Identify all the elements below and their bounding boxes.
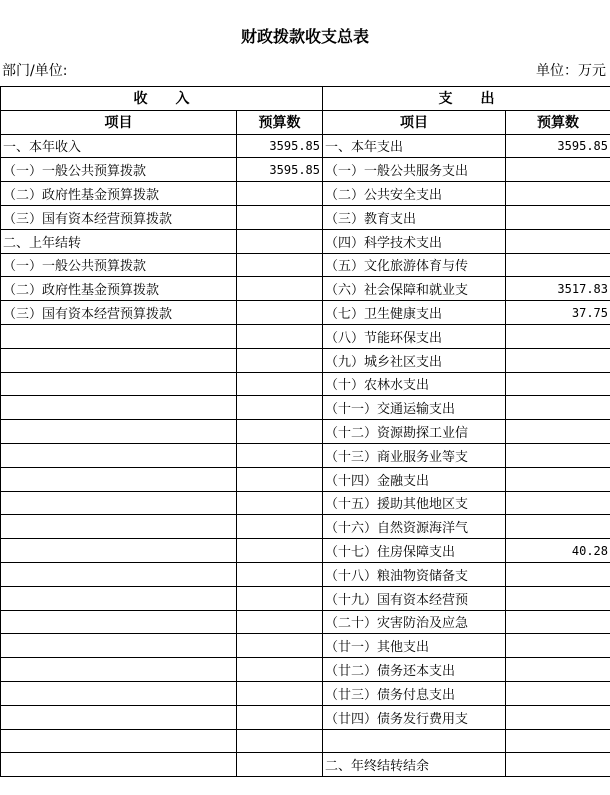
income-item-cell <box>1 396 237 420</box>
expense-item-cell <box>323 729 506 753</box>
income-budget-cell <box>237 562 323 586</box>
income-budget-cell <box>237 443 323 467</box>
income-budget-cell: 3595.85 <box>237 134 323 158</box>
table-header-columns <box>1 110 610 134</box>
expense-budget-cell <box>506 491 610 515</box>
income-item-cell <box>1 729 237 753</box>
income-item-cell <box>1 634 237 658</box>
table-row <box>1 443 610 467</box>
income-budget-cell <box>237 348 323 372</box>
table-row <box>1 515 610 539</box>
income-item-cell: 一、本年收入 <box>1 134 237 158</box>
income-item-cell <box>1 753 237 777</box>
expense-budget-cell: 3595.85 <box>506 134 610 158</box>
table-row <box>1 182 610 206</box>
income-item-cell: （三）国有资本经营预算拨款 <box>1 301 237 325</box>
table-row <box>1 324 610 348</box>
expense-item-header: 项目 <box>323 110 506 134</box>
table-row <box>1 491 610 515</box>
expense-budget-cell <box>506 610 610 634</box>
table-row <box>1 729 610 753</box>
income-item-cell <box>1 539 237 563</box>
income-item-cell <box>1 681 237 705</box>
expense-item-cell: （七）卫生健康支出 <box>323 301 506 325</box>
income-item-cell: （一）一般公共预算拨款 <box>1 253 237 277</box>
income-budget-cell <box>237 182 323 206</box>
expense-budget-cell: 3517.83 <box>506 277 610 301</box>
unit-label: 单位：万元 <box>536 63 606 79</box>
expense-item-cell: （九）城乡社区支出 <box>323 348 506 372</box>
expense-item-cell: （十七）住房保障支出 <box>323 539 506 563</box>
expense-header: 支 出 <box>323 87 610 111</box>
income-item-header: 项目 <box>1 110 237 134</box>
expense-budget-cell <box>506 562 610 586</box>
income-budget-cell <box>237 515 323 539</box>
income-item-cell <box>1 610 237 634</box>
table-row <box>1 420 610 444</box>
expense-item-cell: （三）教育支出 <box>323 205 506 229</box>
expense-item-cell: （十）农林水支出 <box>323 372 506 396</box>
page-title: 财政拨款收支总表 <box>240 27 369 46</box>
expense-item-cell: （五）文化旅游体育与传 <box>323 253 506 277</box>
table-row <box>1 562 610 586</box>
income-item-cell <box>1 348 237 372</box>
income-budget-cell <box>237 420 323 444</box>
expense-item-cell: （十九）国有资本经营预 <box>323 586 506 610</box>
income-budget-cell <box>237 229 323 253</box>
expense-budget-header: 预算数 <box>506 110 610 134</box>
table-row <box>1 348 610 372</box>
expense-budget-cell <box>506 396 610 420</box>
expense-item-cell: （十一）交通运输支出 <box>323 396 506 420</box>
income-budget-cell: 3595.85 <box>237 158 323 182</box>
income-budget-cell <box>237 205 323 229</box>
table-row <box>1 467 610 491</box>
expense-budget-cell <box>506 515 610 539</box>
table-row <box>1 610 610 634</box>
expense-item-cell: （廿三）债务付息支出 <box>323 681 506 705</box>
table-row <box>1 658 610 682</box>
expense-item-cell: （八）节能环保支出 <box>323 324 506 348</box>
income-budget-header: 预算数 <box>237 110 323 134</box>
income-item-cell: （三）国有资本经营预算拨款 <box>1 205 237 229</box>
table-row <box>1 705 610 729</box>
expense-item-cell: （廿二）债务还本支出 <box>323 658 506 682</box>
table-row <box>1 277 610 301</box>
expense-budget-cell <box>506 467 610 491</box>
expense-budget-cell <box>506 348 610 372</box>
income-budget-cell <box>237 253 323 277</box>
expense-item-cell: 二、年终结转结余 <box>323 753 506 777</box>
income-item-cell: 二、上年结转 <box>1 229 237 253</box>
table-row <box>1 205 610 229</box>
expense-budget-cell <box>506 420 610 444</box>
department-label: 部门/单位: <box>2 63 68 79</box>
expense-item-cell: （四）科学技术支出 <box>323 229 506 253</box>
expense-budget-cell <box>506 182 610 206</box>
expense-budget-cell <box>506 253 610 277</box>
income-item-cell <box>1 562 237 586</box>
income-budget-cell <box>237 634 323 658</box>
expense-budget-cell <box>506 586 610 610</box>
income-budget-cell <box>237 705 323 729</box>
expense-item-cell: （廿一）其他支出 <box>323 634 506 658</box>
table-row <box>1 586 610 610</box>
income-budget-cell <box>237 396 323 420</box>
expense-item-cell: （十八）粮油物资储备支 <box>323 562 506 586</box>
table-row <box>1 253 610 277</box>
income-budget-cell <box>237 729 323 753</box>
income-item-cell <box>1 420 237 444</box>
expense-item-cell: （一）一般公共服务支出 <box>323 158 506 182</box>
income-budget-cell <box>237 467 323 491</box>
income-item-cell <box>1 491 237 515</box>
income-budget-cell <box>237 610 323 634</box>
expense-item-cell: 一、本年支出 <box>323 134 506 158</box>
expense-budget-cell <box>506 729 610 753</box>
income-item-cell: （二）政府性基金预算拨款 <box>1 182 237 206</box>
income-item-cell <box>1 515 237 539</box>
income-budget-cell <box>237 658 323 682</box>
expense-item-cell: （六）社会保障和就业支 <box>323 277 506 301</box>
income-header: 收 入 <box>1 87 323 111</box>
income-item-cell: （二）政府性基金预算拨款 <box>1 277 237 301</box>
expense-item-cell: （二十）灾害防治及应急 <box>323 610 506 634</box>
income-budget-cell <box>237 491 323 515</box>
income-item-cell <box>1 586 237 610</box>
table-row <box>1 229 610 253</box>
income-item-cell <box>1 467 237 491</box>
expense-budget-cell <box>506 324 610 348</box>
table-row <box>1 134 610 158</box>
expense-budget-cell <box>506 753 610 777</box>
income-budget-cell <box>237 539 323 563</box>
income-item-cell <box>1 443 237 467</box>
table-header-section <box>1 87 610 111</box>
expense-item-cell: （十二）资源勘探工业信 <box>323 420 506 444</box>
expense-item-cell: （十五）援助其他地区支 <box>323 491 506 515</box>
table-row <box>1 301 610 325</box>
table-row <box>1 634 610 658</box>
income-budget-cell <box>237 301 323 325</box>
expense-item-cell: （二）公共安全支出 <box>323 182 506 206</box>
expense-budget-cell <box>506 229 610 253</box>
income-item-cell <box>1 658 237 682</box>
table-row <box>1 753 610 777</box>
table-row <box>1 681 610 705</box>
table-row <box>1 539 610 563</box>
income-budget-cell <box>237 324 323 348</box>
expense-budget-cell <box>506 443 610 467</box>
expense-budget-cell: 37.75 <box>506 301 610 325</box>
expense-budget-cell <box>506 681 610 705</box>
income-item-cell <box>1 372 237 396</box>
table-row <box>1 372 610 396</box>
income-budget-cell <box>237 753 323 777</box>
expense-item-cell: （十三）商业服务业等支 <box>323 443 506 467</box>
expense-budget-cell <box>506 205 610 229</box>
expense-item-cell: （十六）自然资源海洋气 <box>323 515 506 539</box>
income-budget-cell <box>237 372 323 396</box>
table-row <box>1 396 610 420</box>
expense-budget-cell <box>506 658 610 682</box>
expense-budget-cell: 40.28 <box>506 539 610 563</box>
income-item-cell <box>1 705 237 729</box>
expense-budget-cell <box>506 705 610 729</box>
income-item-cell: （一）一般公共预算拨款 <box>1 158 237 182</box>
expense-budget-cell <box>506 634 610 658</box>
income-budget-cell <box>237 586 323 610</box>
expense-item-cell: （廿四）债务发行费用支 <box>323 705 506 729</box>
budget-table <box>0 86 610 777</box>
expense-budget-cell <box>506 158 610 182</box>
income-budget-cell <box>237 277 323 301</box>
income-item-cell <box>1 324 237 348</box>
expense-item-cell: （十四）金融支出 <box>323 467 506 491</box>
table-row <box>1 158 610 182</box>
expense-budget-cell <box>506 372 610 396</box>
income-budget-cell <box>237 681 323 705</box>
